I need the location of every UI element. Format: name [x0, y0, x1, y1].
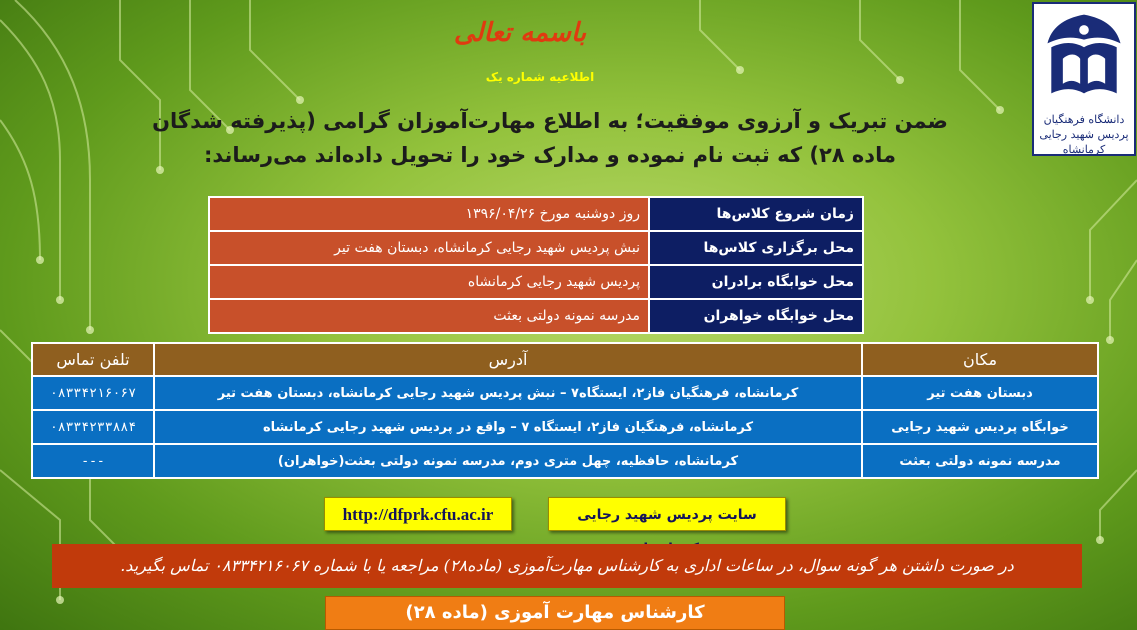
place-cell: خوابگاه پردیس شهید رجایی: [862, 410, 1098, 444]
address-cell: کرمانشاه، فرهنگیان فاز۲، ایستگاه ۷ – واقع در پردیس شهید رجایی کرمانشاه: [154, 410, 862, 444]
phone-cell: ۰۸۳۳۴۲۱۶۰۶۷: [32, 376, 154, 410]
header-place: مکان: [862, 343, 1098, 376]
info-row: [209, 299, 863, 333]
address-cell: کرمانشاه، فرهنگیان فاز۲، ایستگاه۷ – نبش پردیس شهید رجایی کرمانشاه، دبستان هفت تیر: [154, 376, 862, 410]
info-value: مدرسه نمونه دولتی بعثت: [209, 299, 649, 333]
headline-line-2: ماده ۲۸) که ثبت نام نموده و مدارک خود را تحویل داده‌اند می‌رساند:: [204, 143, 896, 167]
table-row: [32, 376, 1098, 410]
info-key: محل خوابگاه برادران: [649, 265, 863, 299]
schedule-info-table: [208, 196, 864, 334]
info-value: نبش پردیس شهید رجایی کرمانشاه، دبستان هفت تیر: [209, 231, 649, 265]
site-url-link[interactable]: http://dfprk.cfu.ac.ir: [324, 497, 512, 531]
logo-line-2: پردیس شهید رجایی کرمانشاه: [1039, 128, 1129, 156]
footer-signature: کارشناس مهارت آموزی (ماده ۲۸): [325, 596, 785, 630]
address-table: [31, 342, 1099, 479]
header-phone: تلفن تماس: [32, 343, 154, 376]
place-cell: مدرسه نمونه دولتی بعثت: [862, 444, 1098, 478]
info-value: پردیس شهید رجایی کرمانشاه: [209, 265, 649, 299]
header-address: آدرس: [154, 343, 862, 376]
place-cell: دبستان هفت تیر: [862, 376, 1098, 410]
phone-cell: ---: [32, 444, 154, 478]
info-key: محل خوابگاه خواهران: [649, 299, 863, 333]
university-logo: [1032, 2, 1136, 156]
logo-line-1: دانشگاه فرهنگیان: [1043, 113, 1125, 126]
info-row: [209, 265, 863, 299]
info-value: روز دوشنبه مورخ ۱۳۹۶/۰۴/۲۶: [209, 197, 649, 231]
contact-note: در صورت داشتن هر گونه سوال، در ساعات اداری به کارشناس مهارت‌آموزی (ماده۲۸) مراجعه یا با شماره ۰۸۳۳۴۲۱۶۰۶۷ تماس بگیرید.: [52, 544, 1082, 588]
announcement-number: اطلاعیه شماره یک: [485, 70, 595, 84]
table-row: [32, 444, 1098, 478]
address-cell: کرمانشاه، حافظیه، چهل متری دوم، مدرسه نمونه دولتی بعثت(خواهران): [154, 444, 862, 478]
table-header-row: [32, 343, 1098, 376]
info-key: محل برگزاری کلاس‌ها: [649, 231, 863, 265]
bismillah-title: باسمه تعالی: [453, 18, 587, 48]
page-headline: [70, 104, 1030, 172]
table-row: [32, 410, 1098, 444]
headline-line-1: ضمن تبریک و آرزوی موفقیت؛ به اطلاع مهارت‌آموزان گرامی (پذیرفته شدگان: [152, 109, 948, 133]
info-row: [209, 197, 863, 231]
info-key: زمان شروع کلاس‌ها: [649, 197, 863, 231]
info-row: [209, 231, 863, 265]
site-name-link[interactable]: سایت پردیس شهید رجایی: [548, 497, 786, 531]
phone-cell: ۰۸۳۳۴۲۳۳۸۸۴: [32, 410, 154, 444]
